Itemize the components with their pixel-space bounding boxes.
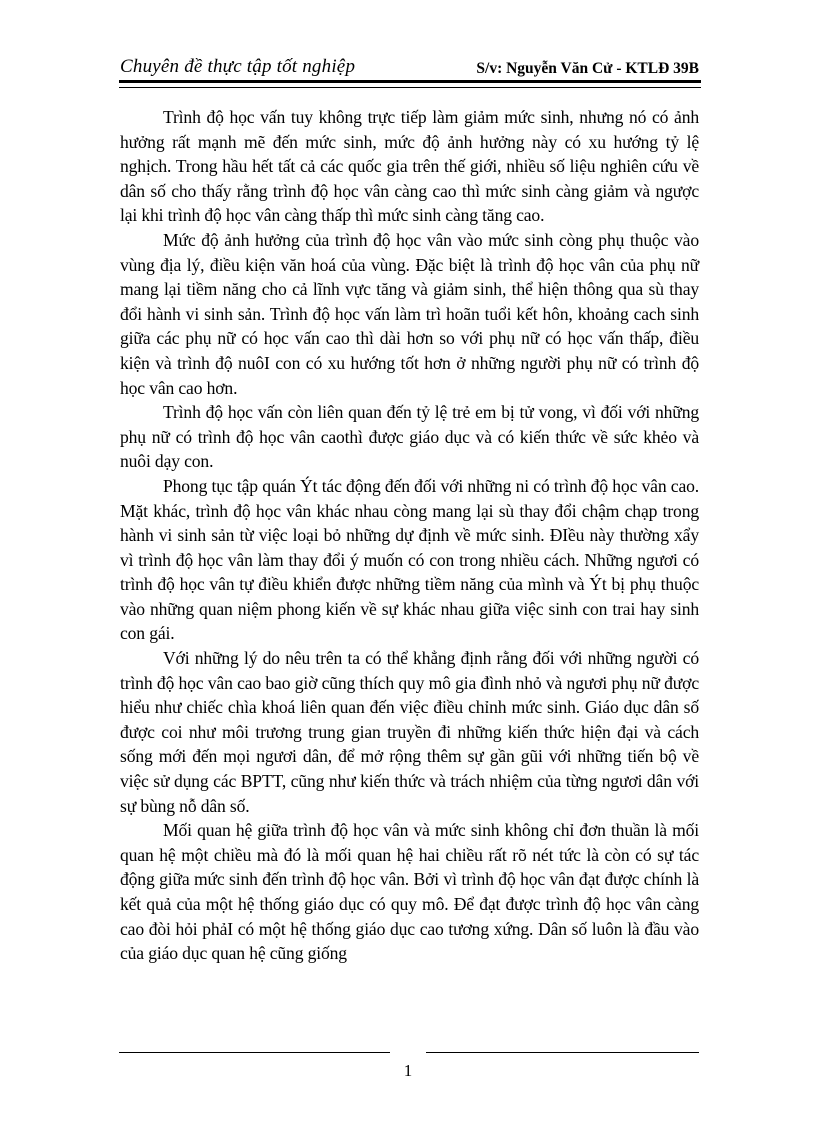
paragraph-family-size: Với những lý do nêu trên ta có thể khẳng định rằng đối với những người có trình độ học vân cao bao giờ cũng thích quy mô gia đình nhỏ và ngươi phụ nữ được hiểu như chiếc chìa khoá liên quan đến việc điều chỉnh mức sinh. Giáo dục dân số được coi như môi trương trung gian truyền đi những kiến thức hiện đại và cách sống mới đến mọi ngươi dân, để mở rộng thêm sự gần gũi với những tiến bộ về việc sử dụng các BPTT, cũng như kiến thức và trách nhiệm của từng ngươi dân với sự bùng nỗ dân số. <box>120 648 699 816</box>
author-info: S/v: Nguyễn Văn Cử - KTLĐ 39B <box>476 60 699 77</box>
paragraph-customs: Phong tục tập quán Ýt tác động đến đối với những ni có trình độ học vân cao. Mặt khác, trình độ học vân khác nhau còng mang lại sù thay đổi chậm chạp trong hành vi sinh sản từ việc loại bỏ những dự định về mức sinh. ĐIều này thường xẩy vì trình độ học vân làm thay đổi ý muốn có con trong nhiều cách. Những ngươi có trình độ học vân tự điều khiển được những tiềm năng của mình và Ýt bị phụ thuộc vào những quan niệm phong kiến về sự khác nhau giữa việc sinh con trai hay sinh con gái. <box>120 475 699 644</box>
body-text <box>120 105 699 966</box>
paragraph-child-mortality: Trình độ học vấn còn liên quan đến tỷ lệ trẻ em bị tử vong, vì đối với những phụ nữ có trình độ học vân caothì được giáo dục và có kiến thức về sức khẻo và nuôi dạy con. <box>120 402 699 472</box>
document-title: Chuyên đề thực tập tốt nghiệp <box>120 56 356 77</box>
page-number: 1 <box>403 1061 413 1080</box>
paragraph-regional-influence: Mức độ ảnh hưởng của trình độ học vân vào mức sinh còng phụ thuộc vào vùng địa lý, điều kiện văn hoá của vùng. Đặc biệt là trình độ học vân của phụ nữ mang lại tiềm năng cho cả lĩnh vực tăng và giảm sinh, thể hiện thông qua sù thay đổi hành vi sinh sản. Trình độ học vấn làm trì hoãn tuổi kết hôn, khoảng cach sinh giữa các phụ nữ có học vấn cao thì dài hơn so với phụ nữ có học vấn thấp, điều kiện và trình độ nuôI con có xu hướng tốt hơn ở những người phụ nữ có trình độ học vân cao hơn. <box>120 229 699 398</box>
page-header <box>120 52 699 78</box>
paragraph-two-way-relation: Mối quan hệ giữa trình độ học vân và mức sinh không chỉ đơn thuần là mối quan hệ một chiều mà đó là mối quan hệ hai chiều rất rõ nét tức là còn có sự tác động giữa mức sinh đến trình độ học vân. Bởi vì trình độ học vân đạt được chính là kết quả của một hệ thống giáo dục có quy mô. Để đạt được trình độ học vân càng cao đòi hỏi phảI có một hệ thống giáo dục cao tương xứng. Dân số luôn là đầu vào của giáo dục quan hệ cũng giống <box>120 820 699 964</box>
footer-divider-left <box>119 1052 390 1053</box>
header-divider <box>119 80 701 88</box>
footer-divider-right <box>426 1052 699 1053</box>
paragraph-education-fertility: Trình độ học vấn tuy không trực tiếp làm giảm mức sinh, nhưng nó có ảnh hưởng rất mạnh mẽ đến mức sinh, mức độ ảnh hưởng này có xu hướng tỷ lệ nghịch. Trong hầu hết tất cả các quốc gia trên thế giới, nhiều số liệu nghiên cứu về dân số cho thấy rằng trình độ học vân càng cao thì mức sinh càng giảm và ngược lại khi trình độ học vân càng thấp thì mức sinh càng tăng cao. <box>120 107 699 226</box>
